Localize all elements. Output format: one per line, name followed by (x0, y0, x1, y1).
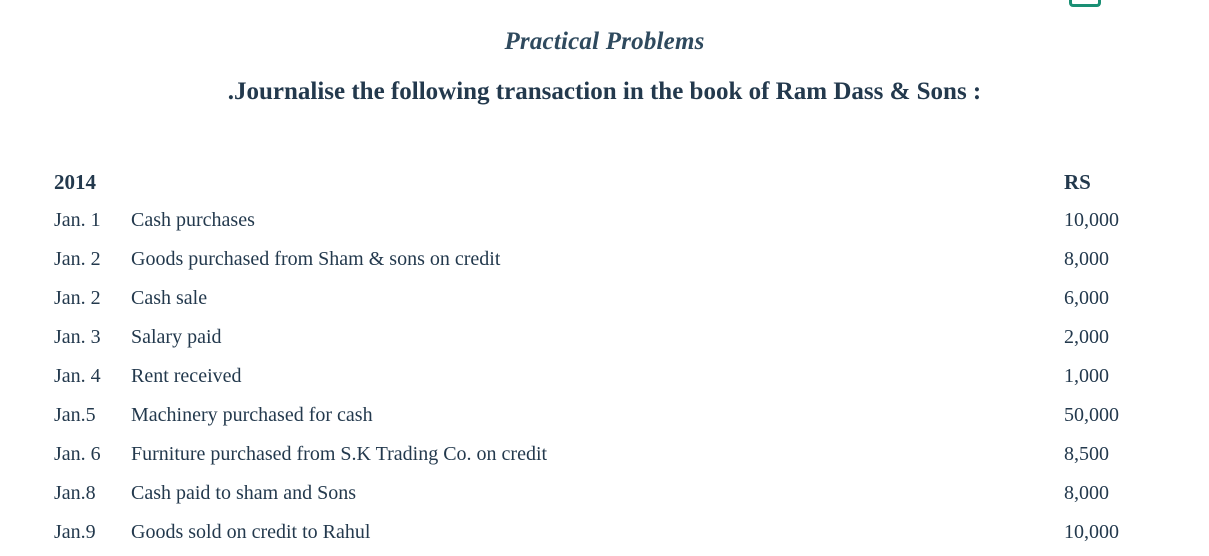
cell-amount: 50,000 (1064, 404, 1119, 426)
cell-date: Jan.5 (54, 404, 96, 426)
bracket-mark-icon (1069, 0, 1101, 7)
cell-description: Rent received (131, 365, 242, 387)
column-header-amount: RS (1064, 170, 1091, 194)
page-title: Practical Problems (504, 28, 705, 55)
table-row (0, 396, 1209, 435)
cell-date: Jan. 2 (54, 248, 101, 270)
table-row (0, 513, 1209, 552)
cell-date: Jan.9 (54, 521, 96, 543)
cell-description: Cash paid to sham and Sons (131, 482, 356, 504)
table-row (0, 435, 1209, 474)
cell-description: Cash purchases (131, 209, 255, 231)
cell-date: Jan. 3 (54, 326, 101, 348)
table-header-row (0, 163, 1209, 201)
cell-amount: 6,000 (1064, 287, 1109, 309)
cell-date: Jan.8 (54, 482, 96, 504)
cell-amount: 10,000 (1064, 521, 1119, 543)
table-row (0, 357, 1209, 396)
cell-description: Machinery purchased for cash (131, 404, 373, 426)
cell-date: Jan. 1 (54, 209, 101, 231)
cell-date: Jan. 2 (54, 287, 101, 309)
transactions-table (0, 163, 1209, 552)
page-subtitle: .Journalise the following transaction in the book of Ram Dass & Sons : (227, 78, 982, 105)
cell-amount: 8,000 (1064, 248, 1109, 270)
cell-date: Jan. 4 (54, 365, 101, 387)
cell-description: Furniture purchased from S.K Trading Co. on credit (131, 443, 548, 465)
cell-description: Cash sale (131, 287, 208, 309)
cell-description: Salary paid (131, 326, 222, 348)
cell-description: Goods sold on credit to Rahul (131, 521, 371, 543)
table-row (0, 201, 1209, 240)
cell-amount: 2,000 (1064, 326, 1109, 348)
table-row (0, 279, 1209, 318)
cell-amount: 8,000 (1064, 482, 1109, 504)
cell-amount: 8,500 (1064, 443, 1109, 465)
table-row (0, 318, 1209, 357)
cell-date: Jan. 6 (54, 443, 101, 465)
cell-amount: 1,000 (1064, 365, 1109, 387)
cell-description: Goods purchased from Sham & sons on credit (131, 248, 501, 270)
column-header-year: 2014 (54, 170, 96, 194)
cell-amount: 10,000 (1064, 209, 1119, 231)
table-row (0, 474, 1209, 513)
table-row (0, 240, 1209, 279)
